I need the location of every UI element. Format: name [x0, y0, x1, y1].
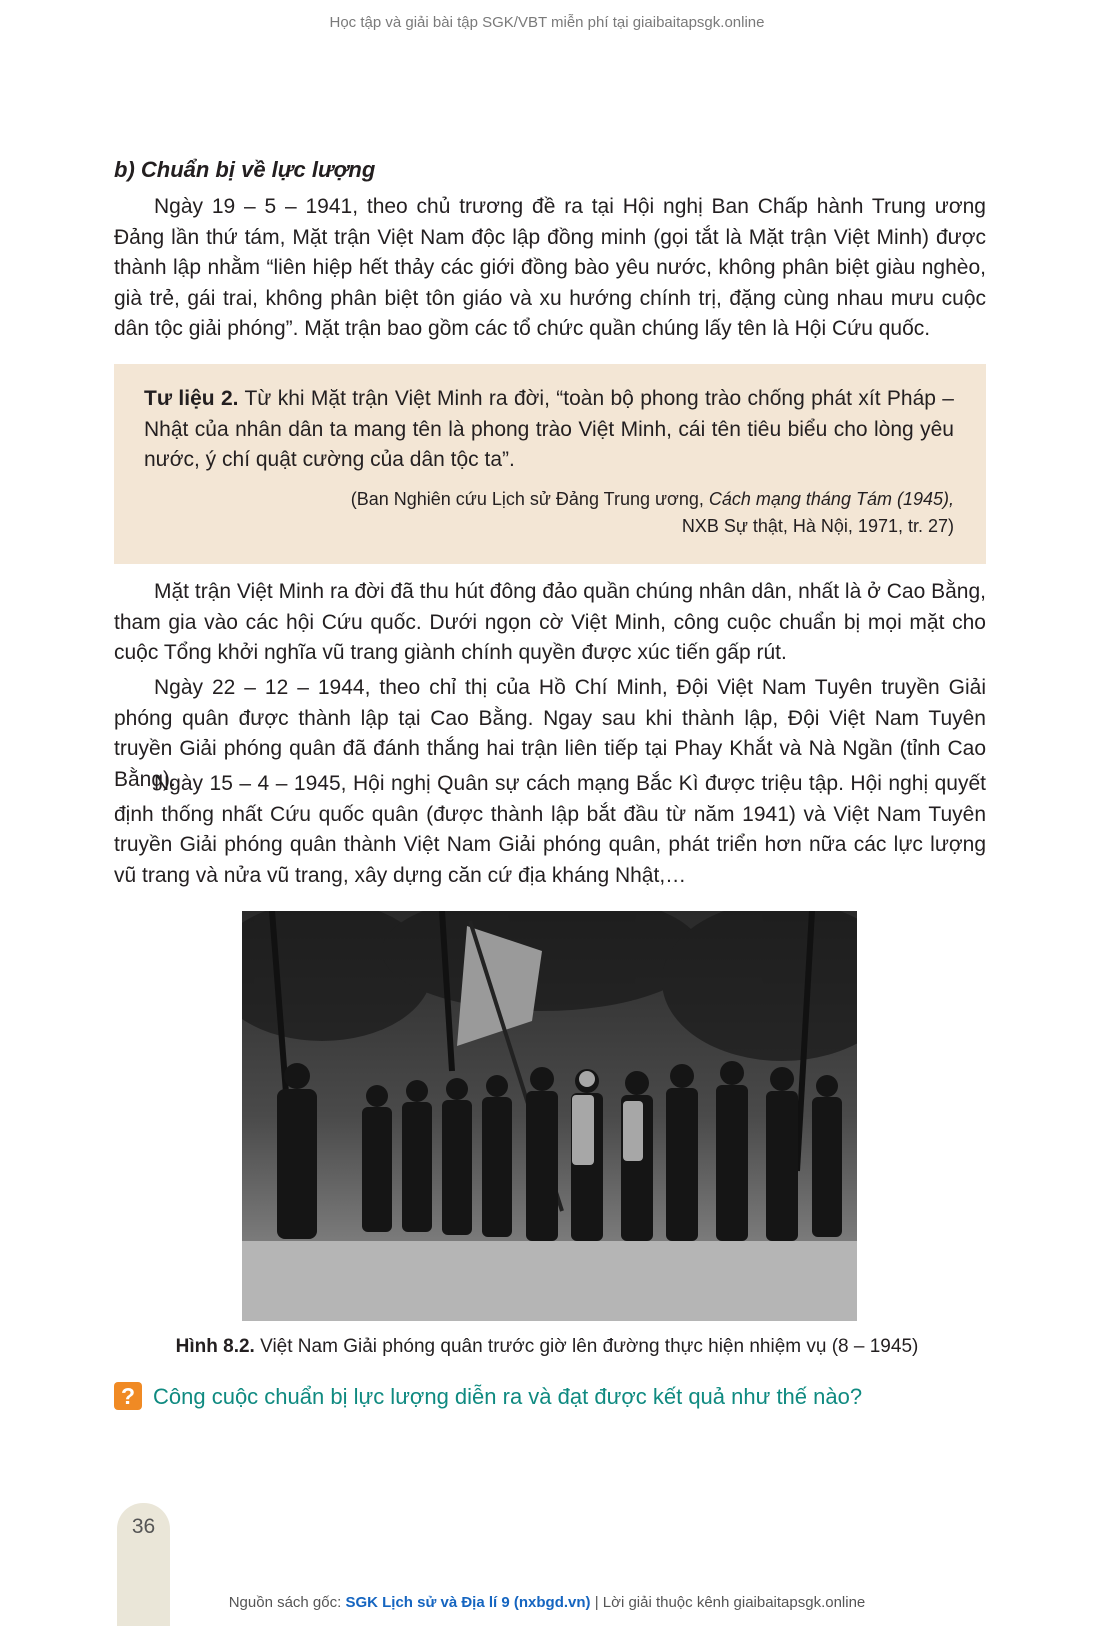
top-banner: Học tập và giải bài tập SGK/VBT miễn phí tại giaibaitapsgk.online: [329, 14, 765, 31]
quote-text: [144, 384, 954, 476]
figure-label: Hình 8.2.: [175, 1336, 255, 1357]
quote-label: Tư liệu 2.: [144, 387, 239, 410]
quote-source-title: Cách mạng tháng Tám (1945),: [708, 488, 954, 509]
question-icon: ?: [114, 1382, 142, 1410]
footer-suffix: | Lời giải thuộc kênh giaibaitapsgk.online: [590, 1594, 866, 1611]
page-number: 36: [131, 1515, 156, 1538]
section-heading: b) Chuẩn bị về lực lượng: [114, 157, 376, 182]
footer-prefix: Nguồn sách gốc:: [228, 1594, 346, 1611]
quote-source-prefix: (Ban Nghiên cứu Lịch sử Đảng Trung ương,: [350, 488, 709, 509]
footer-source-link[interactable]: SGK Lịch sử và Địa lí 9 (nxbgd.vn): [345, 1594, 591, 1611]
paragraph-1: Ngày 19 – 5 – 1941, theo chủ trương đề ra tại Hội nghị Ban Chấp hành Trung ương Đảng lần thứ tám, Mặt trận Việt Nam độc lập đồng minh (gọi tắt là Mặt trận Việt Minh) được thành lập nhằm “liên hiệp hết thảy các giới đồng bào yêu nước, không phân biệt giàu nghèo, già trẻ, gái trai, không phân biệt tôn giáo và xu hướng chính trị, đặng cùng nhau mưu cuộc dân tộc giải phóng”. Mặt trận bao gồm các tổ chức quần chúng lấy tên là Hội Cứu quốc.: [114, 195, 986, 340]
paragraph-3: Ngày 22 – 12 – 1944, theo chỉ thị của Hồ Chí Minh, Đội Việt Nam Tuyên truyền Giải phóng quân được thành lập tại Cao Bằng. Ngay sau khi thành lập, Đội Việt Nam Tuyên truyền Giải phóng quân đã đánh thắng hai trận liên tiếp tại Phay Khắt và Nà Ngần (tỉnh Cao Bằng).: [114, 676, 986, 791]
quote-box: [114, 364, 986, 564]
paragraph-4: Ngày 15 – 4 – 1945, Hội nghị Quân sự cách mạng Bắc Kì được triệu tập. Hội nghị quyết định thống nhất Cứu quốc quân (được thành lập bắt đầu từ năm 1941) và Việt Nam Tuyên truyền Giải phóng quân thành Việt Nam Giải phóng quân, phát triển hơn nữa các lực lượng vũ trang và nửa vũ trang, xây dựng căn cứ địa kháng Nhật,…: [114, 772, 986, 887]
quote-source-suffix: NXB Sự thật, Hà Nội, 1971, tr. 27): [681, 515, 954, 536]
figure-caption-text: Việt Nam Giải phóng quân trước giờ lên đường thực hiện nhiệm vụ (8 – 1945): [254, 1336, 919, 1357]
quote-source: [144, 486, 954, 540]
question-text: Công cuộc chuẩn bị lực lượng diễn ra và đạt được kết quả như thế nào?: [153, 1384, 863, 1409]
figure-caption: [0, 1336, 1094, 1358]
photo-illustration: [242, 911, 857, 1321]
historical-photo: [242, 911, 857, 1321]
bottom-banner: [0, 1594, 1094, 1611]
paragraph-2: Mặt trận Việt Minh ra đời đã thu hút đông đảo quần chúng nhân dân, nhất là ở Cao Bằng, tham gia vào các hội Cứu quốc. Dưới ngọn cờ Việt Minh, công cuộc chuẩn bị mọi mặt cho cuộc Tổng khởi nghĩa vũ trang giành chính quyền được xúc tiến gấp rút.: [114, 580, 986, 664]
quote-body: Từ khi Mặt trận Việt Minh ra đời, “toàn bộ phong trào chống phát xít Pháp – Nhật của nhân dân ta mang tên là phong trào Việt Minh, cái tên tiêu biểu cho lòng yêu nước, ý chí quật cường của dân tộc ta”.: [144, 387, 954, 471]
